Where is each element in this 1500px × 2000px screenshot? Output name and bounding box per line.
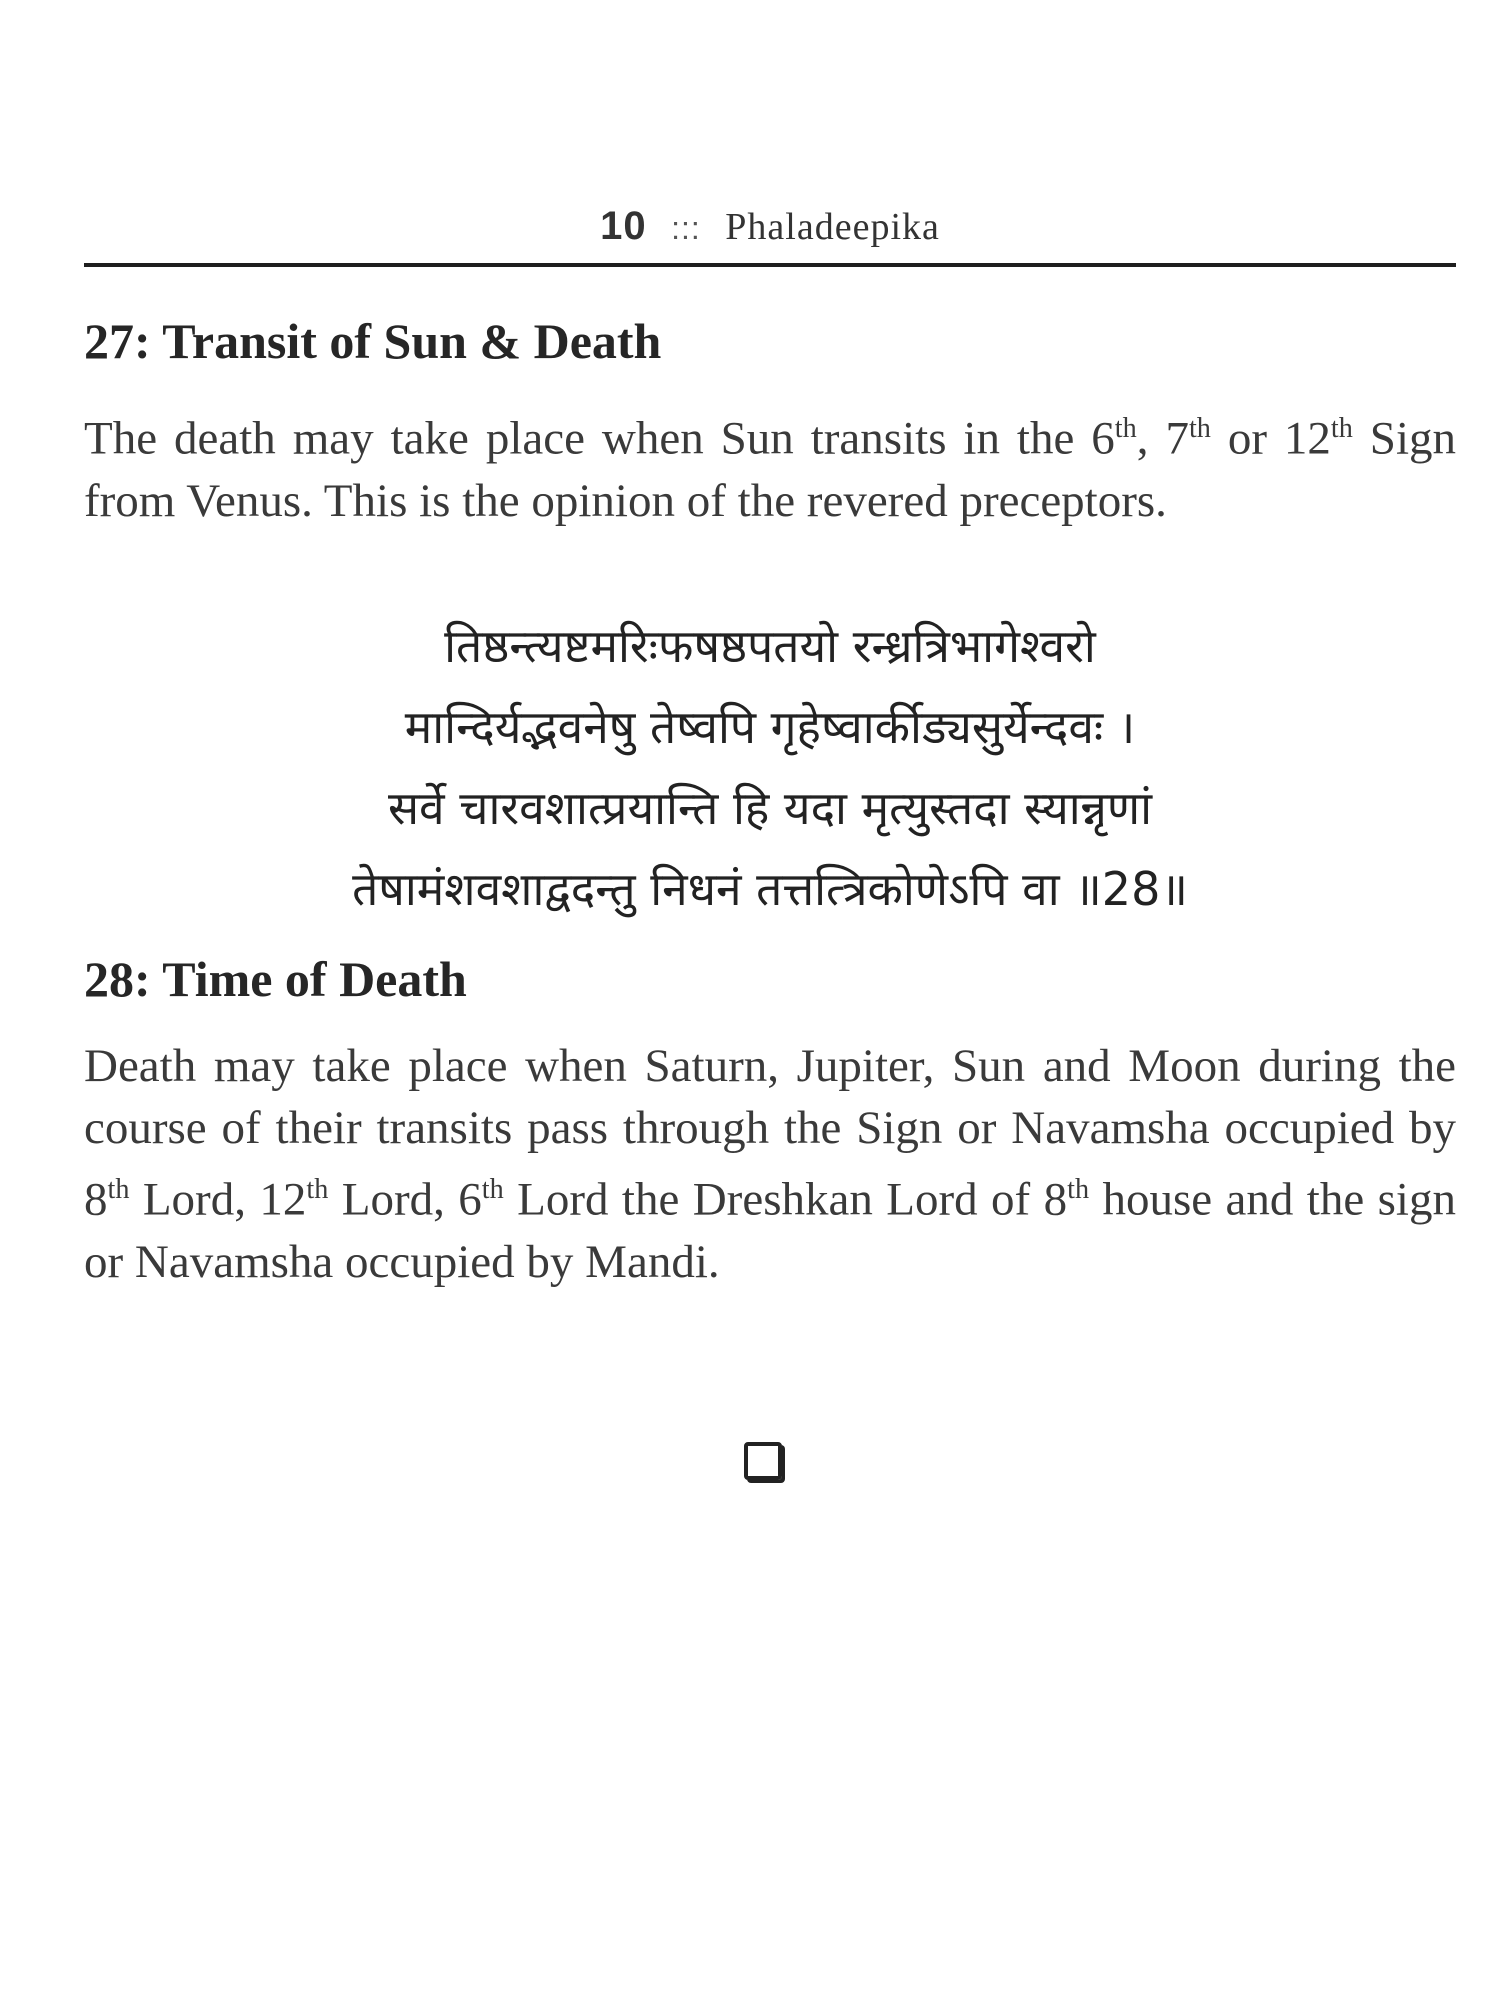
- running-header: [84, 204, 1456, 249]
- header-rule: [84, 263, 1456, 267]
- book-page: [84, 0, 1456, 2000]
- header-separator: :::: [671, 210, 701, 246]
- section-28-heading: 28: Time of Death: [84, 951, 467, 1007]
- end-of-section-icon: [744, 1442, 782, 1480]
- section-27-heading: 27: Transit of Sun & Death: [84, 313, 662, 369]
- book-title: Phaladeepika: [725, 206, 940, 248]
- section-28-paragraph: Death may take place when Saturn, Jupiter, Sun and Moon during the course of their transits pass through the Sign or Navamsha occupied by 8th Lord, 12th Lord, 6th Lord the Dreshkan Lord of 8th house and the sign or Navamsha occupied by Mandi.: [84, 1040, 1456, 1288]
- section-27-paragraph: The death may take place when Sun transits in the 6th, 7th or 12th Sign from Venus. This is the opinion of the revered preceptors.: [84, 412, 1456, 527]
- page-number: 10: [600, 204, 647, 248]
- sanskrit-verse: [84, 606, 1456, 930]
- verse-line-2: मान्दिर्यद्भवनेषु तेष्वपि गृहेष्वार्कीड्यसुर्येन्दवः ।: [404, 700, 1136, 754]
- verse-line-4: तेषामंशवशाद्वदन्तु निधनं तत्तत्त्रिकोणेऽपि वा ॥28॥: [352, 862, 1188, 916]
- verse-line-3: सर्वे चारवशात्प्रयान्ति हि यदा मृत्युस्तदा स्यान्नृणां: [387, 781, 1153, 835]
- verse-line-1: तिष्ठन्त्यष्टमरिःफषष्ठपतयो रन्ध्रत्रिभागेश्वरो: [444, 619, 1096, 673]
